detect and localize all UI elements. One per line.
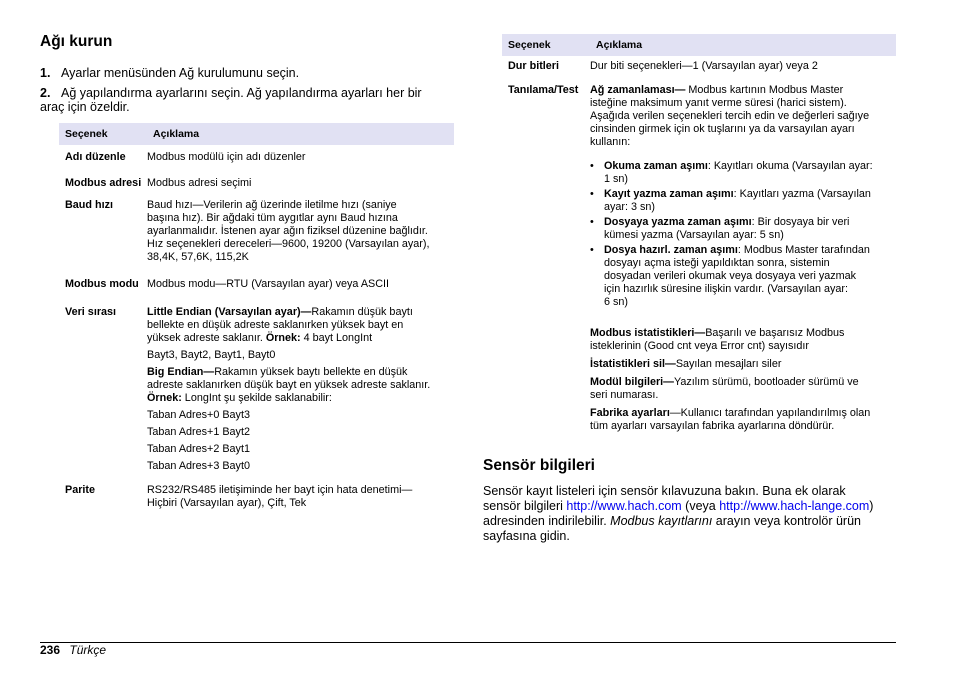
list-item: • Kayıt yazma zaman aşımı: Kayıtları yazma (Varsayılan ayar: 3 sn) [590, 188, 896, 214]
footer [40, 643, 106, 657]
list-item: • Dosyaya yazma zaman aşımı: Bir dosyaya bir veri kümesi yazma (Varsayılan ayar: 5 sn) [590, 216, 896, 242]
table-header-option: Seçenek [502, 34, 590, 56]
hach-link[interactable]: http://www.hach.com [566, 499, 682, 513]
table-header-option: Seçenek [59, 123, 147, 145]
network-settings-table-continued [502, 34, 896, 433]
table-row: Baud hızı Baud hızı—Verilerin ağ üzerinde iletilme hızı (saniye başına hız). Bir ağdaki tüm aygıtlar aynı Baud hızına ayarlanmalıdır. İstenen ayar ağın fiziksel düzenine bağlıdır. Hız seçenekleri dereceleri—9600, 19200 (Varsayılan ayar), 38,4K, 57,6K, 115,2K [65, 199, 430, 263]
footer-language: Türkçe [69, 643, 107, 657]
sensor-paragraph: Sensör kayıt listeleri için sensör kılavuzuna bakın. Buna ek olarak sensör bilgileri http://www.hach.com (veya http://www.hach-lange.com) adresinden indirilebilir. Modbus kayıtlarını arayın veya kontrolör ürün sayfasına gidin. [483, 484, 874, 543]
table-row: Parite RS232/RS485 iletişiminde her bayt için hata denetimi— Hiçbiri (Varsayılan ayar), Çift, Tek [65, 484, 413, 509]
table-row: Tanılama/Test Ağ zamanlaması— Modbus kartının Modbus Master isteğine maksimum yanıt verme süresi (harici sistem). Aşağıda verilen seçenekleri tercih edin ve değerleri sağıye cinsinden girmek için ok tuşlarını ya da varsayılan ayarı kullanın: • Okuma zaman aşımı: Kayıtları okuma (Varsayılan ayar: 1 sn) • Kayıt yazma zaman aşımı: Kayıtları yazma (Varsayılan ayar: 3 sn) • Dosyaya yazma zaman aşımı: Bir dosyaya bir veri kümesi yazma (Varsayılan ayar: 5 sn) • Dosya hazırl. zaman aşımı: Modbus Master tarafından dosyayı açma isteği yapıldıktan sonra, sistemin dosyadan verileri okumak veya dosyaya veri yazmak için hazırlık süresine ilişkin vardır. (Varsayılan ayar: 6 sn) Modbus istatistikleri—Başarılı ve başarısız Modbus isteklerinin (Good cnt veya Error cnt) sayısıdır İstatistikleri sil—Sayılan mesajları siler Modül bilgileri—Yazılım sürümü, bootloader sürümü ve seri numarası. Fabrika ayarları—Kullanıcı tarafından yapılandırılmış olan tüm ayarları varsayılan fabrika ayarlarına döndürür. [502, 81, 896, 433]
timeout-list [590, 160, 896, 309]
list-item: • Dosya hazırl. zaman aşımı: Modbus Master tarafından dosyayı açma isteği yapıldıktan sonra, sistemin dosyadan verileri okumak veya dosyaya veri yazmak için hazırlık süresine ilişkin vardır. (Varsayılan ayar: 6 sn) [590, 244, 896, 309]
table-row: Modbus modu Modbus modu—RTU (Varsayılan ayar) veya ASCII [65, 278, 390, 290]
list-item: • Okuma zaman aşımı: Kayıtları okuma (Varsayılan ayar: 1 sn) [590, 160, 896, 186]
page-number: 236 [40, 643, 61, 657]
network-settings-table [59, 123, 454, 510]
section-heading-network: Ağı kurun [40, 33, 113, 50]
table-header-description: Açıklama [147, 123, 454, 145]
table-row: Adı düzenle Modbus modülü için adı düzenler [65, 151, 306, 163]
table-row: Modbus adresi Modbus adresi seçimi [65, 177, 252, 189]
table-row: Dur bitleri Dur biti seçenekleri—1 (Varsayılan ayar) veya 2 [508, 60, 818, 72]
table-header-description: Açıklama [590, 34, 896, 56]
section-heading-sensor: Sensör bilgileri [483, 457, 595, 474]
setup-steps: 1. Ayarlar menüsünden Ağ kurulumunu seçin. 2. Ağ yapılandırma ayarlarını seçin. Ağ yapılandırma ayarları her bir araç için özeldir. [40, 66, 422, 114]
footer-rule [40, 642, 896, 643]
hach-lange-link[interactable]: http://www.hach-lange.com [719, 499, 870, 513]
table-row: Veri sırası Little Endian (Varsayılan ayar)—Rakamın düşük baytı bellekte en düşük adreste saklanırken yüksek bayt en yüksek adreste saklanır. Örnek: 4 bayt LongInt Bayt3, Bayt2, Bayt1, Bayt0 Big Endian—Rakamın yüksek baytı bellekte en düşük adreste saklanırken düşük bayt en yüksek adreste saklanır. Örnek: LongInt şu şekilde saklanabilir: Taban Adres+0 Bayt3 Taban Adres+1 Bayt2 Taban Adres+2 Bayt1 Taban Adres+3 Bayt0 [65, 306, 431, 472]
